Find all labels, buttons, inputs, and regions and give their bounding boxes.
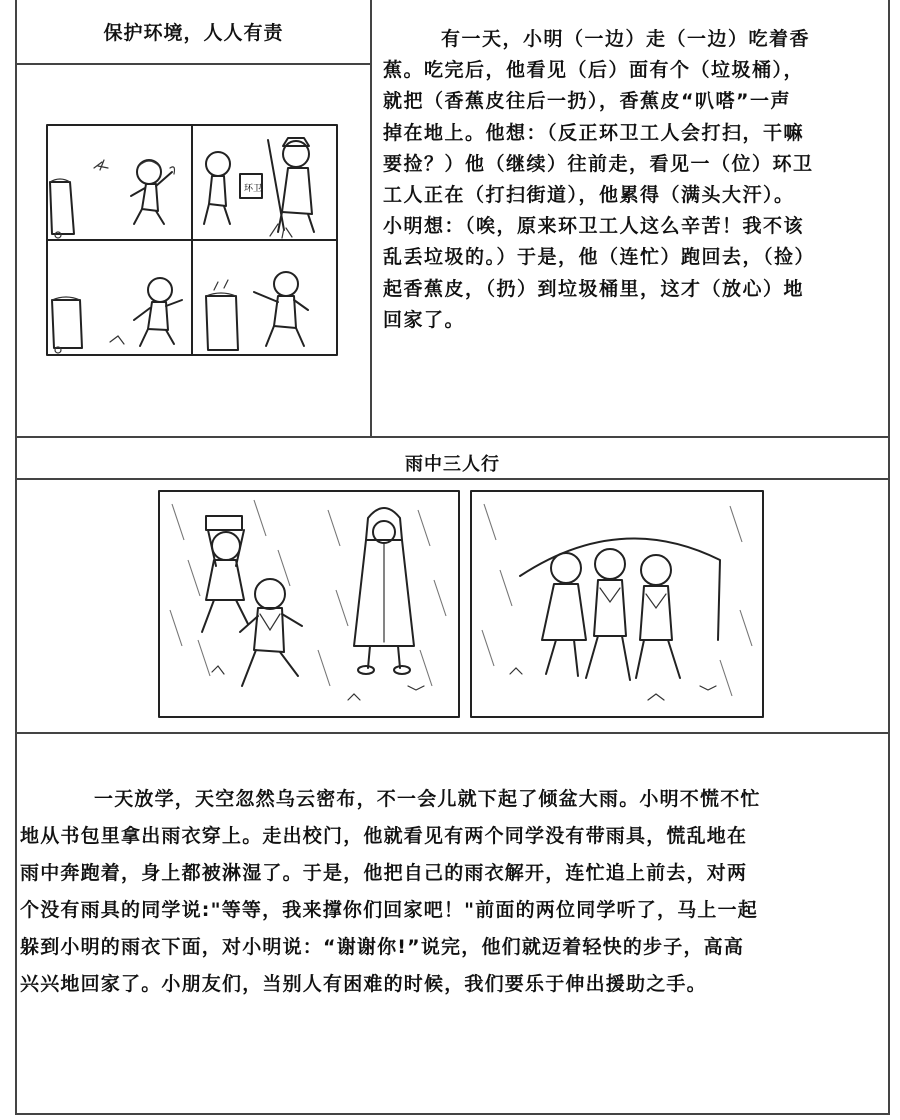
- frame-bottom-border: [15, 1113, 890, 1115]
- section2-picture-left: [158, 490, 460, 718]
- comic-panel-3: [52, 278, 182, 353]
- story2-line: 躲到小明的雨衣下面，对小明说：“谢谢你!”说完，他们就迈着轻快的步子，高高: [20, 936, 745, 958]
- story2-line: 个没有雨具的同学说:"等等，我来撑你们回家吧！"前面的两位同学听了，马上一起: [20, 899, 758, 921]
- figure-girl-running: [202, 516, 248, 632]
- section2-title: 雨中三人行: [405, 454, 500, 475]
- story2-line: 地从书包里拿出雨衣穿上。走出校门，他就看见有两个同学没有带雨具，慌乱地在: [20, 825, 748, 847]
- story1-line: 工人正在（打扫街道），他累得（满头大汗）。: [383, 184, 795, 207]
- story2-line: 兴兴地回家了。小朋友们，当别人有困难的时候，我们要乐于伸出援助之手。: [20, 973, 707, 995]
- section2-picture-rule: [15, 732, 890, 734]
- rain-streaks: [482, 504, 752, 696]
- comic-bin-sign: 环卫: [244, 184, 263, 194]
- section1-title: 保护环境，人人有责: [103, 22, 284, 44]
- section2-story: [20, 781, 886, 1003]
- story2-line: 雨中奔跑着，身上都被淋湿了。于是，他把自己的雨衣解开，连忙追上前去，对两: [20, 862, 748, 884]
- rain-streaks: [170, 500, 446, 686]
- comic-panel-4: [206, 272, 308, 350]
- section2-picture-right: [470, 490, 764, 718]
- comic-panel-2: [204, 138, 314, 238]
- section1-comic: [46, 124, 338, 356]
- story1-line: 就把（香蕉皮往后一扔），香蕉皮“叭嗒”一声: [383, 90, 791, 113]
- figure-boy-raincoat: [354, 508, 414, 674]
- comic-panel-1: [50, 160, 175, 238]
- figure-three-children: [542, 549, 680, 680]
- story1-line: 掉在地上。他想：（反正环卫工人会打扫，干嘛: [383, 121, 805, 144]
- story1-line: 要捡？）他（继续）往前走，看见一（位）环卫: [383, 152, 814, 175]
- picture-left-frame: [159, 491, 459, 717]
- story2-line: 一天放学，天空忽然乌云密布，不一会儿就下起了倾盆大雨。小明不慌不忙: [94, 788, 761, 810]
- story1-line: 蕉。吃完后，他看见（后）面有个（垃圾桶），: [383, 59, 805, 82]
- section1-column-divider: [370, 0, 372, 437]
- frame-right-border: [888, 0, 890, 1115]
- section1-title-divider: [15, 63, 371, 65]
- frame-left-border: [15, 0, 17, 1115]
- figure-boy-running: [240, 579, 302, 686]
- story1-line: 乱丢垃圾的。）于是，他（连忙）跑回去，（捡）: [383, 246, 816, 269]
- story1-line: 起香蕉皮，（扔）到垃圾桶里，这才（放心）地: [383, 277, 805, 300]
- story1-line: 小明想：（唉，原来环卫工人这么辛苦！我不该: [383, 215, 805, 238]
- section2-title-rule: [15, 478, 890, 480]
- section1-story: [383, 24, 885, 336]
- story1-line: 回家了。: [383, 308, 466, 331]
- story1-line: 有一天，小明（一边）走（一边）吃着香: [441, 28, 811, 50]
- section1-bottom-rule: [15, 436, 890, 438]
